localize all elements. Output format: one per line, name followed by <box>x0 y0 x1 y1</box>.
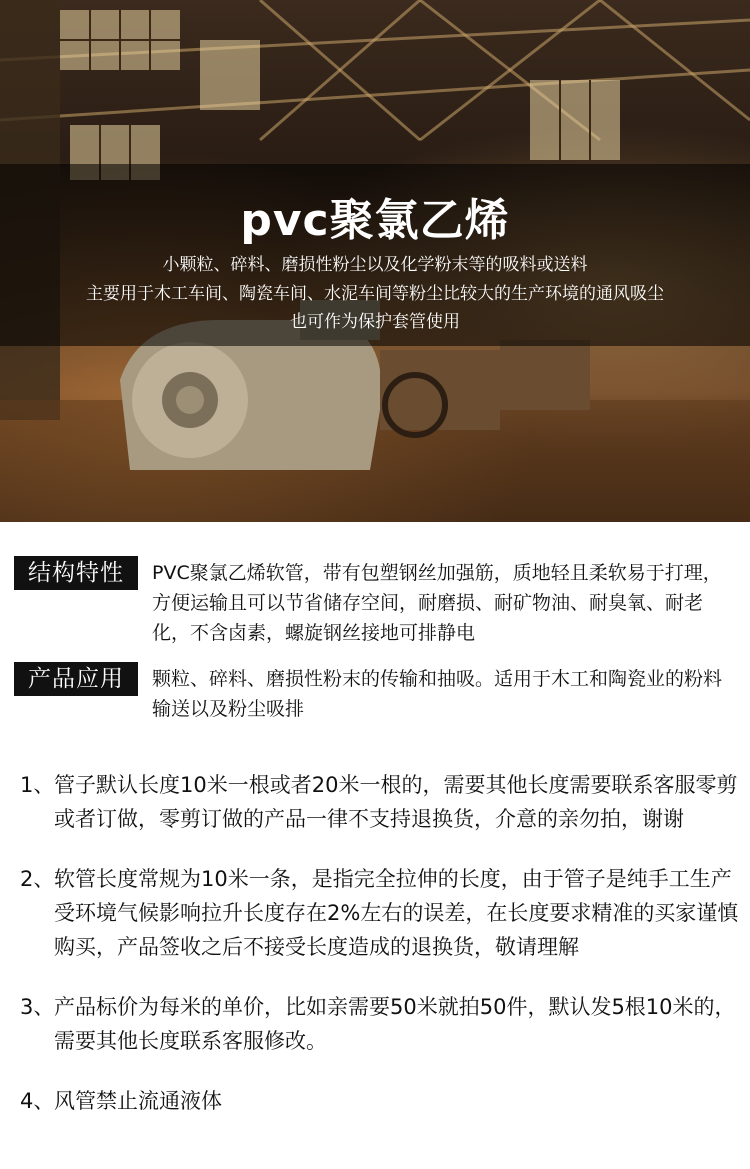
hero-line-2: 主要用于木工车间、陶瓷车间、水泥车间等粉尘比较大的生产环境的通风吸尘 <box>86 284 664 304</box>
hero-banner <box>0 0 750 522</box>
spec-tag: 结构特性 <box>14 556 138 590</box>
note-item <box>20 768 740 836</box>
spec-description: PVC聚氯乙烯软管，带有包塑钢丝加强筋，质地轻且柔软易于打理，方便运输且可以节省储存空间，耐磨损、耐矿物油、耐臭氧、耐老化，不含卤素，螺旋钢丝接地可排静电 <box>152 562 722 644</box>
hero-title: pvc聚氯乙烯 <box>240 195 510 246</box>
spec-description: 颗粒、碎料、磨损性粉末的传输和抽吸。适用于木工和陶瓷业的粉料输送以及粉尘吸排 <box>152 668 723 720</box>
note-number: 4、 <box>20 1089 55 1113</box>
note-text: 软管长度常规为10米一条，是指完全拉伸的长度，由于管子是纯手工生产受环境气候影响拉升长度存在2%左右的误差，在长度要求精准的买家谨慎购买，产品签收之后不接受长度造成的退换货，敬请理解 <box>54 867 739 959</box>
note-item <box>20 990 740 1058</box>
note-number: 1、 <box>20 773 55 797</box>
note-item <box>20 1084 740 1118</box>
spec-tag: 产品应用 <box>14 662 138 696</box>
hero-line-1: 小颗粒、碎料、磨损性粉尘以及化学粉末等的吸料或送料 <box>162 255 588 275</box>
hero-line-3: 也可作为保护套管使用 <box>290 312 460 332</box>
note-item <box>20 862 740 964</box>
note-number: 2、 <box>20 867 55 891</box>
note-text: 产品标价为每米的单价，比如亲需要50米就拍50件，默认发5根10米的，需要其他长度联系客服修改。 <box>54 995 736 1053</box>
note-text: 管子默认长度10米一根或者20米一根的，需要其他长度需要联系客服零剪或者订做，零剪订做的产品一律不支持退换货，介意的亲勿拍，谢谢 <box>54 773 738 831</box>
note-text: 风管禁止流通液体 <box>54 1089 222 1113</box>
note-number: 3、 <box>20 995 55 1019</box>
notes-list <box>20 768 740 1144</box>
